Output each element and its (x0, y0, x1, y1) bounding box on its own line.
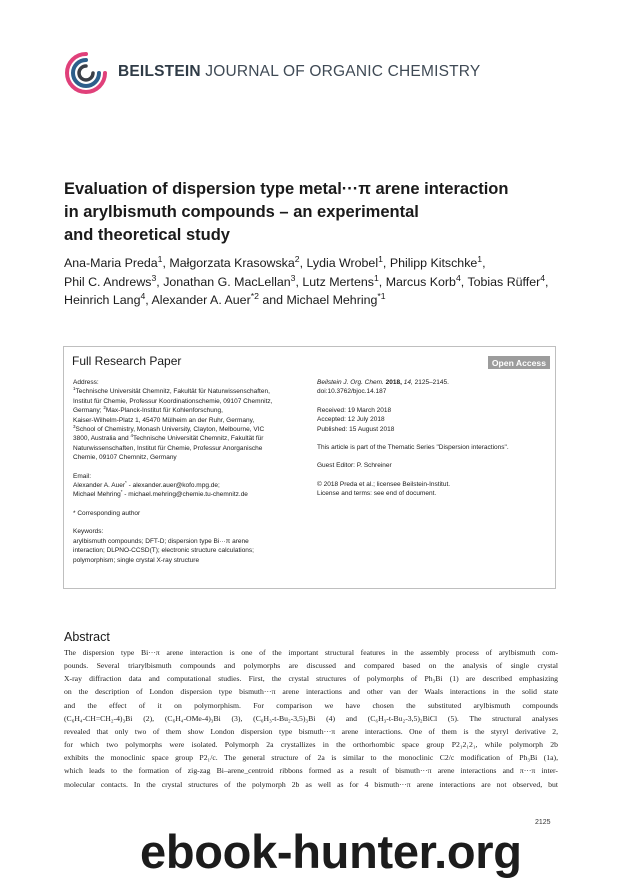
author-name: Lydia Wrobel (306, 256, 379, 270)
copyright: © 2018 Preda et al.; licensee Beilstein-Institut. (317, 480, 451, 488)
author-line: Heinrich Lang$^4$, Alexander A. Auer$^{*2}$ and Michael Mehring$^{*1}$ (64, 290, 386, 307)
email-auer[interactable]: Alexander A. Auer* - alexander.auer@kofo.mpg.de; (73, 479, 220, 490)
author-name: Małgorzata Krasowska (169, 256, 295, 270)
author-name: Marcus Korb (385, 274, 456, 289)
author-name: Jonathan G. MacLellan (163, 274, 291, 289)
journal-header (64, 51, 584, 95)
abstract-line: pounds. Several triarylbismuth compounds and polymorphs are discussed and compared based on the analysis of single crystal (64, 661, 558, 671)
citation: Beilstein J. Org. Chem. 2018, 14, 2125–2145. (317, 379, 449, 386)
keywords-line: interaction; DLPNO-CCSD(T); electronic structure calculations; (73, 547, 254, 555)
address-line: Chemie, 09107 Chemnitz, Germany (73, 454, 177, 462)
keywords-line: polymorphism; single crystal X-ray structure (73, 556, 200, 564)
address-line: $^3$School of Chemistry, Monash University, Clayton, Melbourne, VIC (73, 423, 265, 434)
title-line: and theoretical study (64, 226, 230, 244)
open-access-badge[interactable]: Open Access (488, 356, 550, 369)
license-terms[interactable]: License and terms: see end of document. (317, 490, 437, 498)
abstract-body (64, 646, 558, 791)
abstract-line: molecular contacts. In the crystal structures of the polymorph 2b as well as for 4 bismuth···π arene interactions are not observed, but (64, 779, 558, 789)
author-affiliation: 2 (294, 253, 300, 264)
article-info-box (63, 346, 556, 589)
published-date: Published: 15 August 2018 (317, 425, 395, 433)
author-name: Lutz Mertens (302, 274, 374, 289)
abstract-line: revealed that only two of them show London dispersion type bismuth···π arene interactions. One of them is the styryl derivative 2, (64, 726, 558, 736)
author-affiliation: 1 (378, 253, 383, 264)
article-type: Full Research Paper (72, 354, 182, 368)
author-name: Phil C. Andrews (64, 274, 152, 289)
accepted-date: Accepted: 12 July 2018 (317, 416, 385, 424)
author-affiliation: 1 (373, 272, 379, 283)
info-left-column (73, 378, 298, 565)
address-label: Address: (73, 379, 99, 386)
email-mehring[interactable]: Michael Mehring* - michael.mehring@chemie.tu-chemnitz.de (73, 489, 248, 499)
journal-name-rest: JOURNAL OF ORGANIC CHEMISTRY (205, 63, 481, 80)
author-affiliation: 3 (151, 272, 157, 283)
address-line: Germany; $^2$Max-Planck-Institut für Kohlenforschung, (73, 405, 223, 415)
email-label: Email: (73, 472, 92, 480)
doi-link[interactable]: doi:10.3762/bjoc.14.187 (317, 388, 387, 396)
abstract-line: The dispersion type Bi···π arene interaction is one of the important structural features in the assembly process of arylbismuth com- (64, 648, 558, 657)
author-affiliation: *2 (250, 290, 259, 301)
author-affiliation: 4 (540, 272, 546, 283)
abstract-line: (C₆H₄-CH=CH₂-4)₃Bi (2), (C₆H₄-OMe-4)₃Bi (3), (C₆H₃-t-Bu₂-3,5)₃Bi (4) and (C₆H₃-t-Bu₂-3,5)₂BiCl (5). The structural analyses (64, 713, 558, 723)
author-line: Phil C. Andrews$^3$, Jonathan G. MacLellan$^3$, Lutz Mertens$^1$, Marcus Korb$^4$, Tobias Rüffer$^4$, (64, 272, 549, 289)
journal-name (118, 63, 480, 81)
author-name: Philipp Kitschke (389, 256, 478, 270)
author-name: Heinrich Lang (64, 293, 141, 307)
title-line: Evaluation of dispersion type metal···π arene interaction (64, 180, 509, 198)
author-name: Ana-Maria Preda (64, 256, 158, 270)
page-number: 2125 (535, 819, 551, 826)
author-line: Ana-Maria Preda$^1$, Małgorzata Krasowska$^2$, Lydia Wrobel$^1$, Philipp Kitschke$^1$, (64, 253, 486, 270)
keywords-line: arylbismuth compounds; DFT-D; dispersion type Bi···π arene (73, 537, 249, 545)
article-title (64, 178, 564, 247)
address-line: Naturwissenschaften, Institut für Chemie, Professur Anorganische (73, 444, 263, 452)
author-affiliation: *1 (377, 290, 386, 301)
author-affiliation: 4 (140, 290, 146, 301)
author-name: Michael Mehring (286, 293, 378, 307)
abstract-line: and the effect of it on polymorphism. For comparison we have chosen the substituted arylbismuth compounds (64, 700, 558, 710)
guest-editor: Guest Editor: P. Schreiner (317, 462, 392, 470)
address-line: 3800, Australia and $^4$Technische Universität Chemnitz, Fakultät für (73, 433, 264, 443)
title-line: in arylbismuth compounds – an experimental (64, 203, 419, 221)
abstract-line: X-ray diffraction data and computational studies. First, the crystal structures of polymorphs of Ph₃Bi (1) are described emphasizing (64, 674, 558, 684)
address-line: Kaiser-Wilhelm-Platz 1, 45470 Mülheim an der Ruhr, Germany, (73, 416, 255, 424)
author-list (64, 254, 564, 310)
abstract-heading: Abstract (64, 630, 110, 644)
author-affiliation: 1 (477, 253, 483, 264)
address-line: $^1$Technische Universität Chemnitz, Fakultät für Naturwissenschaften, (73, 386, 270, 396)
address-line: Institut für Chemie, Professur Koordinationschemie, 09107 Chemnitz, (73, 397, 273, 405)
keywords-label: Keywords: (73, 528, 104, 536)
author-affiliation: 1 (157, 253, 163, 264)
author-name: Alexander A. Auer (151, 293, 251, 307)
author-affiliation: 4 (455, 272, 461, 283)
beilstein-logo-icon (64, 51, 108, 95)
journal-name-bold: BEILSTEIN (118, 63, 201, 80)
abstract-line: which leads to the formation of zig-zag Bi–arene_centroid ribbons formed as a result of bismuth···π arene interactions and π···π inter- (64, 766, 558, 776)
author-name: Tobias Rüffer (467, 274, 541, 289)
abstract-line: for which two polymorphs were isolated. Polymorph 2a crystallizes in the orthorhombic space group P2₁2₁2₁, while polymorph 2b (64, 740, 558, 750)
abstract-line: on the description of London dispersion type bismuth···π arene interactions and other van der Waals interactions in the solid state (64, 687, 558, 697)
watermark: ebook-hunter.org (140, 825, 522, 878)
abstract-line: exhibits the monoclinic space group P2₁/c. The general structure of 2a is similar to the monoclinic C2/c modification of Ph₃Bi (1a), (64, 753, 558, 763)
author-affiliation: 3 (290, 272, 296, 283)
thematic-series: This article is part of the Thematic Series "Dispersion interactions". (317, 444, 509, 452)
corresponding-author-note: * Corresponding author (73, 509, 141, 517)
info-right-column (317, 378, 549, 499)
received-date: Received: 19 March 2018 (317, 406, 392, 414)
